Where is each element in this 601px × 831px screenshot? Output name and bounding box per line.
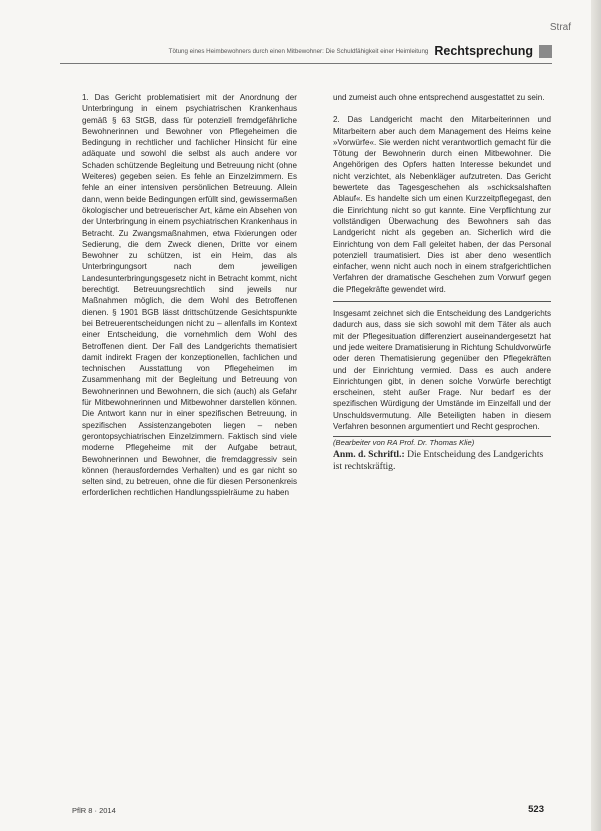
header-subtitle: Tötung eines Heimbewohners durch einen Mitbewohner: Die Schuldfähigkeit einer Heimleitung (168, 47, 429, 55)
editor-note-text: Die Entscheidung des Landgerichts ist rechtskräftig. (333, 448, 544, 473)
editor-note (333, 449, 551, 474)
header-marker (539, 45, 552, 58)
right-paragraph-2: 2. Das Landgericht macht den Mitarbeiterinnen und Mitarbeitern aber auch dem Management des Heims keine »Vorwürfe«. Sie werden nicht verantwortlich gemacht für die Tötung der Bewohnerin durch einen Mitbewohner. Die Angehörigen des Opfers hatten Interesse bekundet und nicht verzichtet, als Nebenkläger aufzutreten. Das Gericht bewertete das Tagesgeschehen als »schicksalshaften Ablauf«. Es handelte sich um einen Kurzzeitpflegegast, den die Einrichtung nicht so gut kannte. Eine Verpflichtung zur vollständigen Überwachung des Bewohners sah das Landgericht nicht als gegeben an. Sicherlich wird die Einrichtung von dem Fall geleitet haben, der das Personal potenziell traumatisiert. Dies ist aber deno wesentlich einfacher, wenn nicht auch noch in einem strafgerichtlichen Verfahren der dramatische Geschehen zum Vorwurf gegen die Pflegekräfte gewendet wird. (333, 115, 551, 294)
header-title: Rechtsprechung (434, 44, 533, 58)
section-label: Straf (549, 22, 571, 33)
right-column (333, 92, 551, 474)
page-number: 523 (528, 804, 544, 815)
left-paragraph: 1. Das Gericht problematisiert mit der Anordnung der Unterbringung in einem psychiatrischen Krankenhaus gemäß § 63 StGB, dass für potenziell fremdgefährliche Bewohnerinnen und Bewohner von Pflegeheimen die Bedingung in rechtlicher und fachlicher Hinsicht für eine adäquate und sowohl die selbst als auch andere vor Schaden schützende Begleitung und Betreuung nicht (ohne Weiteres) gegeben seien. Es fehle an Einzelzimmern. Es fehle an einer intensiven persönlichen Betreuung. Allein dann, wenn beide Bedingungen erfüllt sind, gewissermaßen ökologischer und betreuerischer Art, käme ein Absehen von der Unterbringung in einem psychiatrischen Krankenhaus in Betracht. Zu Zwangsmaßnahmen, etwa Fixierungen oder Sedierung, die dem Zweck dienen, Dritte vor einem Bewohner zu schützen, ist ein Heim, das als Unterbringungsort nach dem jeweiligen Landesunterbringungsgesetz nicht in Betracht kommt, nicht berechtigt. Betreuungsrechtlich sind jeweils nur Maßnahmen möglich, die dem Wohl des Betroffenen dienen. § 1901 BGB lässt drittschützende Gesichtspunkte bei Betreuerentscheidungen nicht zu – allenfalls im Kontext einer Entscheidung, die vornehmlich dem Wohl des Betroffenen dient. Der Fall des Landgerichts thematisiert damit indirekt Fragen der konzeptionellen, fachlichen und technischen Ausstattung von Pflegeheimen im Zusammenhang mit der Begleitung und Betreuung von Bewohnerinnen und Bewohnern, die sich (auch) als Gefahr für Mitbewohnerinnen und Mitbewohner darstellen können. Die Antwort kann nur in einer spezifischen Betreuung, in spezifischen Assistenzangeboten liegen – neben gerontopsychiatrischen Einzelzimmern. Faktisch sind viele moderne Pflegeheime mit der Aufgabe betraut, Bewohnerinnen und Bewohner, die fremdaggressiv sein können (herausforderndes Verhalten) und es gar nicht so selten sind, zu betreuen, ohne die für diesen Personenkreis erforderlichen rechtlichen Handlungsspielräume zu haben (82, 93, 297, 498)
editor-note-label: Anm. d. Schriftl.: (333, 448, 405, 460)
page-edge (591, 0, 601, 831)
right-paragraph-continuation: und zumeist auch ohne entsprechend ausgestattet zu sein. (333, 93, 545, 102)
summary-text: Insgesamt zeichnet sich die Entscheidung des Landgerichts dadurch aus, dass sie sich sowohl mit dem Täter als auch mit der Pflegesituation differenziert auseinandergesetzt hat und jede weitere Dramatisierung in Richtung Schuldvorwürfe oder deren Thematisierung gegenüber den Pflegekräften und der Einrichtung vermied. Dass es auch andere Einrichtungen gibt, in denen solche Vorwürfe berechtigt erscheinen, steht außer Frage. Nur bedarf es der spezifischen Würdigung der Umstände im Einzelfall und der Unschuldsvermutung. Alle Beteiligten haben in diesem Verfahren besonnen argumentiert und Recht gesprochen. (333, 309, 551, 432)
summary-box (333, 301, 551, 437)
footer-journal: PflR 8 · 2014 (72, 806, 116, 815)
author-credit: (Bearbeiter von RA Prof. Dr. Thomas Klie) (333, 438, 475, 448)
header-rule (60, 63, 552, 64)
running-header (120, 42, 552, 60)
left-column (82, 92, 297, 499)
